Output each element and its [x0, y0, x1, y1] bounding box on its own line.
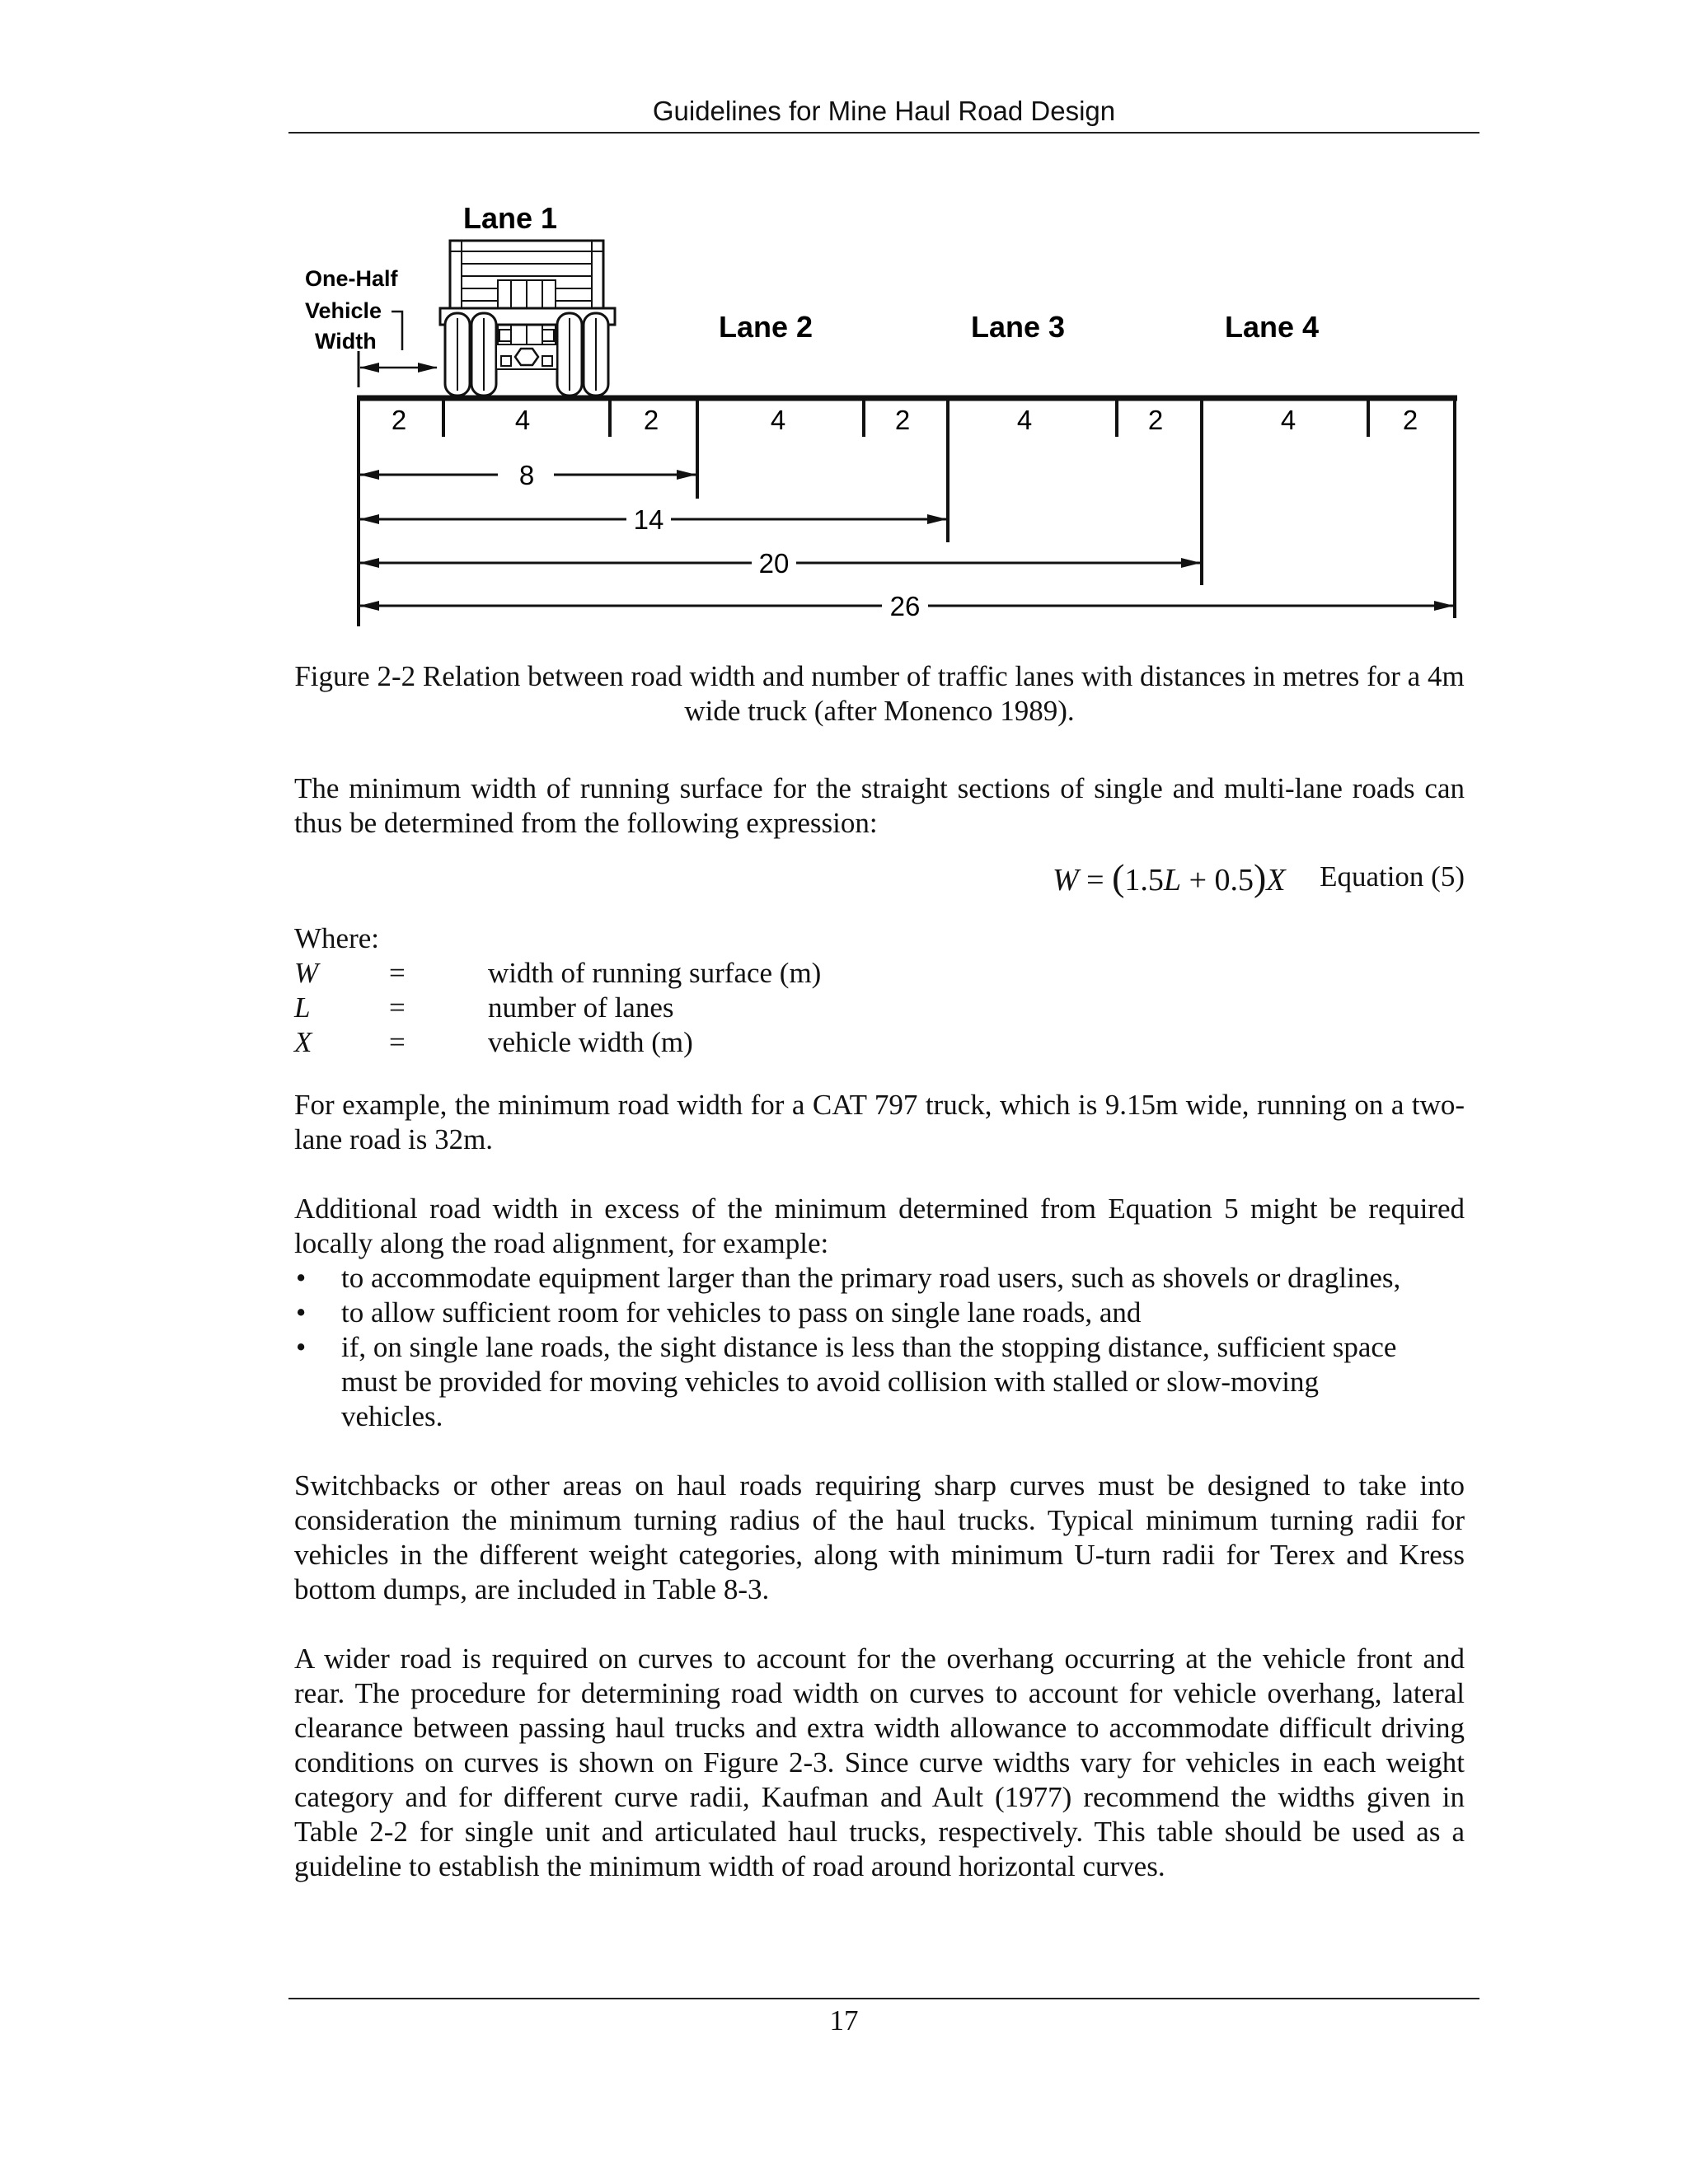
definition-row [294, 991, 1465, 1025]
bullet-text: to allow sufficient room for vehicles to pass on single lane roads, and [341, 1296, 1142, 1329]
equation-label: Equation (5) [1320, 860, 1465, 893]
lane-2-text: Lane 2 [719, 310, 814, 344]
switchbacks-paragraph: Switchbacks or other areas on haul roads requiring sharp curves must be designed to take into consideration the minimum turning radius of the haul trucks. Typical minimum turning radii for vehicles in the different weight categories, along with minimum U-turn radii for Terex and Kress bottom dumps, are included in Table 8-3. [294, 1469, 1465, 1605]
definition-row [294, 956, 1465, 991]
lane-3-text: Lane 3 [971, 310, 1066, 344]
definitions-list [294, 921, 1465, 1060]
half-vehicle-line-2: Vehicle [305, 298, 382, 323]
eq-lanes-var: L [1163, 863, 1182, 898]
definition-equals: = [389, 957, 406, 989]
bullet-symbol: • [296, 1331, 307, 1363]
bullet-text: to accommodate equipment larger than the primary road users, such as shovels or draglines, [341, 1262, 1401, 1294]
truck-icon [440, 241, 615, 396]
dimension-20 [360, 548, 1200, 579]
eq-close-paren: ) [1254, 856, 1267, 898]
bullet-text: if, on single lane roads, the sight distance is less than the stopping distance, sufficient space must be provided for moving vehicles to avoid collision with stalled or slow-moving vehicles. [341, 1331, 1397, 1432]
eq-equals: = [1086, 863, 1104, 898]
segment-width-label: 4 [1016, 405, 1033, 435]
definition-description: width of running surface (m) [488, 957, 822, 989]
bullet-list [294, 1261, 1465, 1434]
definition-symbol: X [294, 1026, 312, 1058]
definition-row [294, 1025, 1465, 1060]
definition-symbol: L [294, 991, 311, 1024]
definition-symbol: W [294, 957, 319, 989]
lane-2-label [719, 310, 813, 344]
eq-open-paren: ( [1112, 856, 1125, 898]
definition-description: vehicle width (m) [488, 1026, 693, 1058]
road-width-figure [0, 0, 1688, 659]
segment-width-label: 2 [643, 405, 659, 435]
eq-lhs: W [1053, 863, 1079, 898]
lane-1-label [463, 201, 557, 235]
dimension-8 [360, 460, 696, 490]
segment-width-label: 4 [514, 405, 531, 435]
dimension-14 [360, 504, 946, 535]
half-vehicle-width-label [305, 266, 437, 387]
eq-constant: 0.5 [1214, 863, 1254, 898]
segment-width-label: 2 [1147, 405, 1164, 435]
bullet-symbol: • [296, 1262, 307, 1294]
half-vehicle-line-3: Width [315, 329, 377, 354]
segment-width-label: 2 [1402, 405, 1418, 435]
eq-coefficient: 1.5 [1124, 863, 1164, 898]
bullet-symbol: • [296, 1296, 307, 1329]
wider-road-paragraph: A wider road is required on curves to account for the overhang occurring at the vehicle front and rear. The procedure for determining road width on curves to account for vehicle overhang, lateral clearance between passing haul trucks and extra width allowance to accommodate difficult driving conditions on curves is shown on Figure 2-3. Since curve widths vary for vehicles in each weight category and for different curve radii, Kaufman and Ault (1977) recommend the widths given in Table 2-2 for single unit and articulated haul trucks, respectively. This table should be used as a guideline to establish the minimum width of road around horizontal curves. [294, 1643, 1465, 1882]
additional-width-paragraph: Additional road width in excess of the minimum determined from Equation 5 might be required locally along the road alignment, for example: [294, 1193, 1465, 1259]
lane-1-text: Lane 1 [463, 201, 558, 235]
page-number: 17 [829, 2004, 859, 2036]
figure-caption: Figure 2-2 Relation between road width and number of traffic lanes with distances in metres for a 4m wide truck (after Monenco 1989). [294, 660, 1465, 727]
lane-4-text: Lane 4 [1225, 310, 1320, 344]
segment-width-label: 2 [894, 405, 911, 435]
lane-3-label [971, 310, 1065, 344]
eq-width-var: X [1266, 863, 1286, 898]
lane-4-label [1225, 310, 1319, 344]
dimension-26 [360, 591, 1453, 621]
bullet-item [294, 1330, 1465, 1434]
example-paragraph: For example, the minimum road width for a CAT 797 truck, which is 9.15m wide, running on a two-lane road is 32m. [294, 1089, 1465, 1155]
definition-equals: = [389, 1026, 406, 1058]
dimension-8-label: 8 [518, 460, 535, 490]
half-vehicle-line-1: One-Half [305, 266, 398, 291]
segment-width-label: 2 [391, 405, 407, 435]
segment-width-label: 4 [1280, 405, 1296, 435]
footer-rule [288, 1998, 1479, 1999]
where-label: Where: [294, 922, 379, 954]
running-header-title: Guidelines for Mine Haul Road Design [652, 96, 1116, 126]
equation-5 [294, 854, 1465, 903]
additional-width-section [294, 1192, 1465, 1434]
dimension-20-label: 20 [758, 548, 790, 579]
bullet-item [294, 1261, 1465, 1296]
dimension-14-label: 14 [633, 504, 664, 535]
intro-paragraph: The minimum width of running surface for the straight sections of single and multi-lane roads can thus be determined from the following expression: [294, 772, 1465, 839]
definition-description: number of lanes [488, 991, 674, 1024]
definition-equals: = [389, 991, 406, 1024]
eq-plus: + [1189, 863, 1207, 898]
equation-expression [1053, 855, 1286, 899]
segment-width-label: 4 [770, 405, 786, 435]
half-vehicle-leader [392, 312, 402, 350]
segment-width-labels [392, 405, 1418, 435]
dimension-26-label: 26 [889, 591, 921, 621]
bullet-item [294, 1296, 1465, 1330]
